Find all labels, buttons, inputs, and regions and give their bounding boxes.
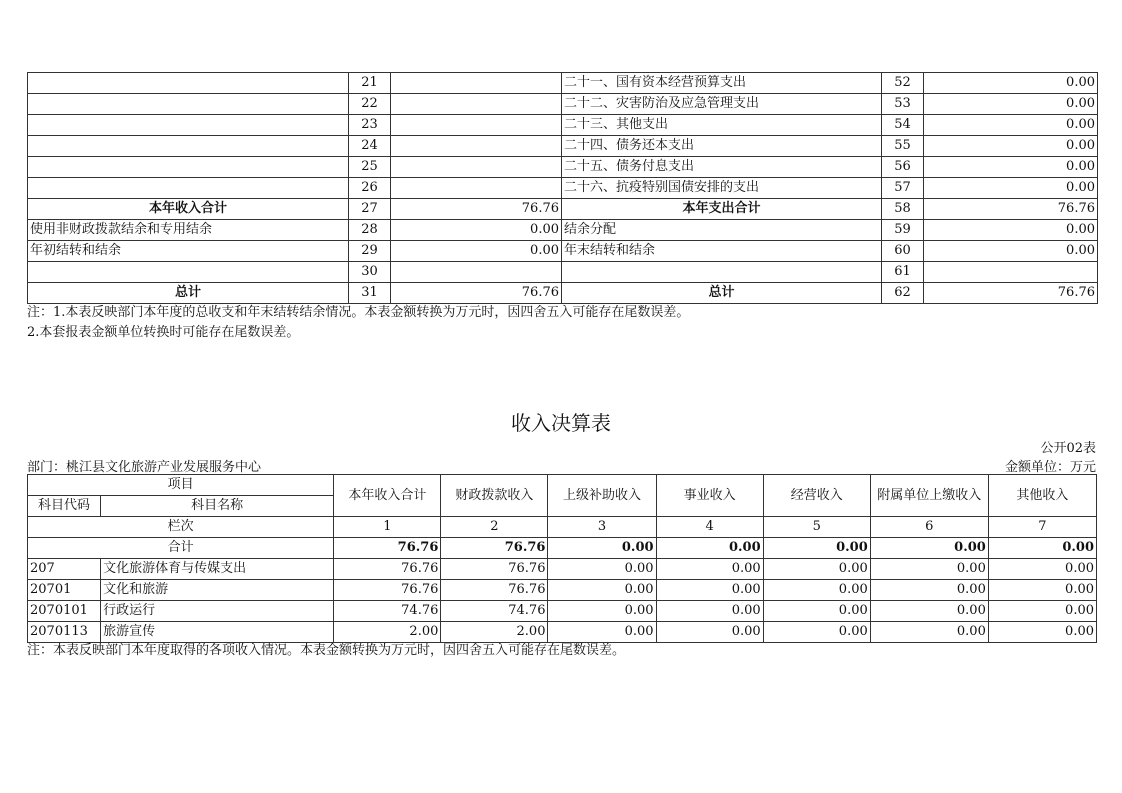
income-line-number: 22 <box>349 94 391 115</box>
summary-row <box>28 136 1098 157</box>
income-line-number: 28 <box>349 220 391 241</box>
income-amount: 0.00 <box>391 241 562 262</box>
unit-label: 金额单位：万元 <box>1004 460 1096 475</box>
summary-row <box>28 178 1098 199</box>
header-name: 科目名称 <box>101 496 334 517</box>
expenditure-label: 年末结转和结余 <box>562 241 882 262</box>
expenditure-line-number: 54 <box>882 115 924 136</box>
summary-row <box>28 241 1098 262</box>
income-line-number: 25 <box>349 157 391 178</box>
expenditure-line-number: 57 <box>882 178 924 199</box>
header-item: 项目 <box>28 475 334 496</box>
amount-cell: 0.00 <box>763 559 870 580</box>
column-header: 上级补助收入 <box>548 475 656 517</box>
expenditure-amount: 0.00 <box>924 73 1098 94</box>
column-number: 3 <box>548 517 656 538</box>
income-amount: 0.00 <box>391 220 562 241</box>
amount-cell: 2.00 <box>334 622 441 643</box>
subject-name: 旅游宣传 <box>101 622 334 643</box>
amount-cell: 0.00 <box>656 559 763 580</box>
income-label: 总计 <box>28 283 349 304</box>
income-table-body <box>28 475 1097 643</box>
income-label <box>28 136 349 157</box>
income-table <box>27 474 1097 643</box>
column-number-row <box>28 517 1097 538</box>
expenditure-line-number: 61 <box>882 262 924 283</box>
income-label <box>28 73 349 94</box>
expenditure-line-number: 58 <box>882 199 924 220</box>
expenditure-amount: 0.00 <box>924 94 1098 115</box>
subject-code: 207 <box>28 559 101 580</box>
total-value: 0.00 <box>763 538 870 559</box>
expenditure-amount: 76.76 <box>924 283 1098 304</box>
summary-table-body <box>28 73 1098 304</box>
income-amount: 76.76 <box>391 199 562 220</box>
column-number: 2 <box>441 517 548 538</box>
total-label: 合计 <box>28 538 334 559</box>
subject-code: 20701 <box>28 580 101 601</box>
income-amount <box>391 262 562 283</box>
column-header: 其他收入 <box>988 475 1096 517</box>
income-note: 注：本表反映部门本年度取得的各项收入情况。本表金额转换为万元时，因四舍五入可能存在尾数误差。 <box>27 643 626 658</box>
income-line-number: 31 <box>349 283 391 304</box>
table-code: 公开02表 <box>1040 441 1096 456</box>
income-line-number: 27 <box>349 199 391 220</box>
column-number: 5 <box>763 517 870 538</box>
subject-name: 文化旅游体育与传媒支出 <box>101 559 334 580</box>
income-amount <box>391 136 562 157</box>
expenditure-line-number: 56 <box>882 157 924 178</box>
summary-row <box>28 115 1098 136</box>
expenditure-label: 二十一、国有资本经营预算支出 <box>562 73 882 94</box>
income-amount <box>391 115 562 136</box>
column-header: 事业收入 <box>656 475 763 517</box>
income-line-number: 23 <box>349 115 391 136</box>
column-header: 本年收入合计 <box>334 475 441 517</box>
department-label: 部门：桃江县文化旅游产业发展服务中心 <box>27 460 262 475</box>
expenditure-line-number: 62 <box>882 283 924 304</box>
expenditure-label: 二十六、抗疫特别国债安排的支出 <box>562 178 882 199</box>
subject-name: 行政运行 <box>101 601 334 622</box>
income-table-title: 收入决算表 <box>511 411 611 435</box>
column-header: 经营收入 <box>763 475 870 517</box>
header-code: 科目代码 <box>28 496 101 517</box>
total-value: 0.00 <box>656 538 763 559</box>
amount-cell: 76.76 <box>334 559 441 580</box>
expenditure-amount: 0.00 <box>924 136 1098 157</box>
income-amount: 76.76 <box>391 283 562 304</box>
summary-row <box>28 283 1098 304</box>
expenditure-line-number: 55 <box>882 136 924 157</box>
amount-cell: 74.76 <box>441 601 548 622</box>
amount-cell: 74.76 <box>334 601 441 622</box>
amount-cell: 0.00 <box>548 622 656 643</box>
amount-cell: 76.76 <box>441 559 548 580</box>
expenditure-amount: 0.00 <box>924 115 1098 136</box>
subject-code: 2070113 <box>28 622 101 643</box>
amount-cell: 0.00 <box>870 580 988 601</box>
income-amount <box>391 73 562 94</box>
column-header: 附属单位上缴收入 <box>870 475 988 517</box>
expenditure-label: 总计 <box>562 283 882 304</box>
table-row <box>28 622 1097 643</box>
column-number: 4 <box>656 517 763 538</box>
expenditure-amount: 0.00 <box>924 220 1098 241</box>
column-number: 7 <box>988 517 1096 538</box>
expenditure-label: 二十四、债务还本支出 <box>562 136 882 157</box>
income-amount <box>391 178 562 199</box>
income-label <box>28 157 349 178</box>
expenditure-label <box>562 262 882 283</box>
total-value: 76.76 <box>441 538 548 559</box>
expenditure-line-number: 53 <box>882 94 924 115</box>
expenditure-label: 结余分配 <box>562 220 882 241</box>
amount-cell: 76.76 <box>334 580 441 601</box>
income-label <box>28 262 349 283</box>
amount-cell: 76.76 <box>441 580 548 601</box>
expenditure-amount: 76.76 <box>924 199 1098 220</box>
amount-cell: 0.00 <box>870 622 988 643</box>
amount-cell: 0.00 <box>870 601 988 622</box>
expenditure-amount: 0.00 <box>924 241 1098 262</box>
table-row <box>28 601 1097 622</box>
amount-cell: 0.00 <box>656 580 763 601</box>
amount-cell: 0.00 <box>988 601 1096 622</box>
income-label: 使用非财政拨款结余和专用结余 <box>28 220 349 241</box>
expenditure-label: 二十三、其他支出 <box>562 115 882 136</box>
income-amount <box>391 94 562 115</box>
total-value: 76.76 <box>334 538 441 559</box>
column-number: 6 <box>870 517 988 538</box>
subject-code: 2070101 <box>28 601 101 622</box>
summary-row <box>28 94 1098 115</box>
amount-cell: 0.00 <box>656 601 763 622</box>
summary-note-1: 注：1.本表反映部门本年度的总收支和年末结转结余情况。本表金额转换为万元时，因四舍五入可能存在尾数误差。 <box>27 305 690 320</box>
expenditure-line-number: 60 <box>882 241 924 262</box>
total-value: 0.00 <box>870 538 988 559</box>
summary-row <box>28 220 1098 241</box>
expenditure-amount: 0.00 <box>924 157 1098 178</box>
amount-cell: 0.00 <box>988 559 1096 580</box>
total-row <box>28 538 1097 559</box>
total-value: 0.00 <box>548 538 656 559</box>
summary-row <box>28 73 1098 94</box>
income-label <box>28 178 349 199</box>
income-line-number: 21 <box>349 73 391 94</box>
income-line-number: 26 <box>349 178 391 199</box>
expenditure-amount: 0.00 <box>924 178 1098 199</box>
summary-row <box>28 157 1098 178</box>
income-label <box>28 115 349 136</box>
summary-row <box>28 199 1098 220</box>
expenditure-label: 二十五、债务付息支出 <box>562 157 882 178</box>
total-value: 0.00 <box>988 538 1096 559</box>
amount-cell: 0.00 <box>763 622 870 643</box>
amount-cell: 0.00 <box>763 601 870 622</box>
header-row-1 <box>28 475 1097 496</box>
expenditure-line-number: 59 <box>882 220 924 241</box>
expenditure-label: 本年支出合计 <box>562 199 882 220</box>
expenditure-amount <box>924 262 1098 283</box>
table-row <box>28 559 1097 580</box>
income-line-number: 24 <box>349 136 391 157</box>
column-number: 1 <box>334 517 441 538</box>
income-expenditure-summary-table <box>27 72 1098 304</box>
amount-cell: 0.00 <box>548 559 656 580</box>
amount-cell: 0.00 <box>548 601 656 622</box>
amount-cell: 0.00 <box>763 580 870 601</box>
amount-cell: 0.00 <box>988 580 1096 601</box>
summary-row <box>28 262 1098 283</box>
amount-cell: 0.00 <box>548 580 656 601</box>
summary-note-2: 2.本套报表金额单位转换时可能存在尾数误差。 <box>27 325 300 340</box>
subject-name: 文化和旅游 <box>101 580 334 601</box>
amount-cell: 2.00 <box>441 622 548 643</box>
expenditure-line-number: 52 <box>882 73 924 94</box>
income-line-number: 30 <box>349 262 391 283</box>
table-row <box>28 580 1097 601</box>
income-label: 本年收入合计 <box>28 199 349 220</box>
column-header: 财政拨款收入 <box>441 475 548 517</box>
expenditure-label: 二十二、灾害防治及应急管理支出 <box>562 94 882 115</box>
amount-cell: 0.00 <box>870 559 988 580</box>
income-amount <box>391 157 562 178</box>
column-number-label: 栏次 <box>28 517 334 538</box>
income-label <box>28 94 349 115</box>
income-line-number: 29 <box>349 241 391 262</box>
amount-cell: 0.00 <box>988 622 1096 643</box>
income-label: 年初结转和结余 <box>28 241 349 262</box>
amount-cell: 0.00 <box>656 622 763 643</box>
